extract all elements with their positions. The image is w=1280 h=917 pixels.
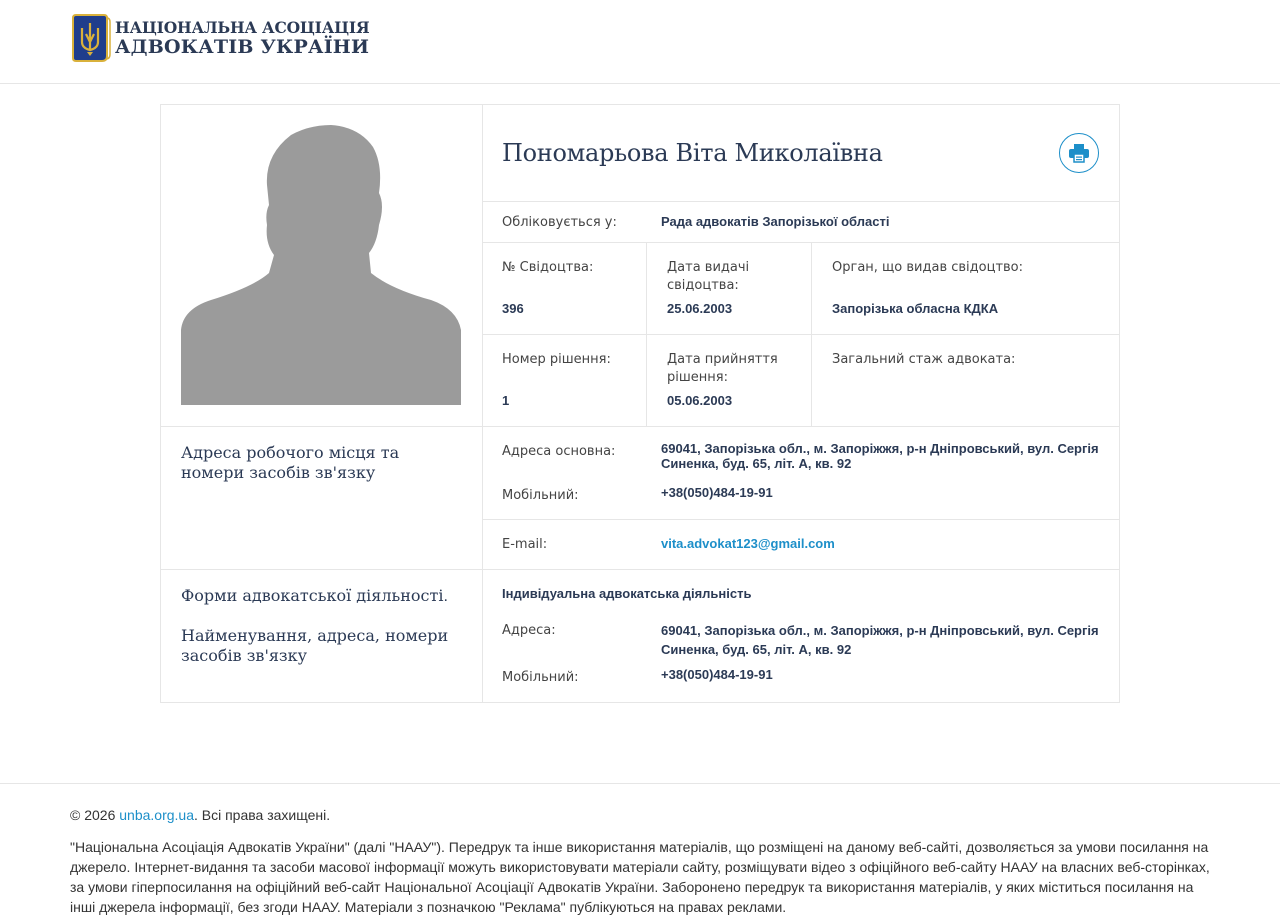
practice-form-name: Індивідуальна адвокатська діяльність	[502, 586, 752, 601]
email-link[interactable]: vita.advokat123@gmail.com	[661, 536, 835, 551]
divider	[161, 426, 1119, 427]
practice-forms-title-text: Форми адвокатської діяльності	[181, 586, 444, 605]
cert-date-label: Дата видачі свідоцтва:	[667, 260, 750, 293]
decision-number-value: 1	[502, 393, 510, 408]
divider	[646, 242, 647, 426]
mobile-label: Мобільний:	[502, 488, 579, 503]
printer-icon	[1069, 144, 1089, 162]
avatar-placeholder	[181, 125, 461, 405]
decision-number-label: Номер рішення:	[502, 352, 611, 367]
decision-date-label: Дата прийняття рішення:	[667, 352, 778, 385]
practice-mobile-label: Мобільний:	[502, 670, 579, 685]
contacts-section-title: Адреса робочого місця та номери засобів зв'язку	[181, 443, 400, 482]
practice-address-label: Адреса:	[502, 623, 556, 638]
site-header	[0, 0, 1280, 84]
disclaimer-text: "Національна Асоціація Адвокатів України" (далі "НААУ"). Передрук та інше використання матеріалів, що розміщені на даному веб-сайті, дозволяється за умови посилання на джерело. Інтернет-видання та засоби масової інформації можуть використовувати матеріали сайту, розміщувати відео з офіційного веб-сайту НААУ на власних веб-сторінках, за умови гіперпосилання на офіційний веб-сайт Національної Асоціації Адвокатів України. Заборонено передрук та використання матеріалів, у яких міститься посилання на інші джерела інформації, без згоди НААУ. Матеріали з позначкою "Реклама" публікуються на правах реклами.	[70, 839, 1210, 915]
issuer-value: Запорізька обласна КДКА	[832, 301, 999, 316]
logo-title-line2: АДВОКАТІВ УКРАЇНИ	[115, 35, 370, 58]
registered-label: Обліковується у:	[502, 215, 617, 230]
site-logo[interactable]	[70, 14, 369, 63]
cert-number-value: 396	[502, 301, 524, 316]
decision-date-value: 05.06.2003	[667, 393, 733, 408]
lawyer-name: Пономарьова Віта Миколаївна	[502, 139, 883, 167]
cert-date-value: 25.06.2003	[667, 301, 733, 316]
divider	[161, 569, 1119, 570]
practice-address-value: 69041, Запорізька обл., м. Запоріжжя, р-н Дніпровський, вул. Сергія Синенка, буд. 65, літ. А, кв. 92	[661, 623, 1099, 657]
email-label: E-mail:	[502, 537, 548, 552]
registered-value: Рада адвокатів Запорізької області	[661, 214, 890, 229]
copyright	[70, 807, 330, 823]
experience-label: Загальний стаж адвоката:	[832, 352, 1016, 367]
mobile-value: +38(050)484-19-91	[661, 485, 773, 500]
divider	[482, 242, 1119, 243]
practice-mobile-value: +38(050)484-19-91	[661, 667, 773, 682]
column-divider	[482, 105, 483, 702]
divider	[811, 242, 812, 426]
divider	[482, 519, 1119, 520]
copyright-prefix: © 2026	[70, 807, 120, 823]
lawyer-card	[160, 104, 1120, 703]
practice-contacts-title: Найменування, адреса, номери засобів зв'язку	[181, 626, 449, 665]
divider	[482, 201, 1119, 202]
logo-title-line1: НАЦІОНАЛЬНА АСОЦІАЦІЯ	[115, 18, 370, 38]
logo-emblem-icon	[70, 14, 110, 63]
print-button[interactable]	[1059, 133, 1099, 173]
site-link[interactable]: unba.org.ua	[119, 807, 194, 823]
copyright-suffix: . Всі права захищені.	[193, 807, 331, 823]
practice-forms-title-dot: .	[443, 588, 448, 605]
practice-forms-title	[181, 586, 466, 607]
issuer-label: Орган, що видав свідоцтво:	[832, 260, 1024, 275]
cert-number-label: № Свідоцтва:	[502, 260, 594, 275]
divider	[482, 334, 1119, 335]
address-label: Адреса основна:	[502, 444, 616, 459]
address-value: 69041, Запорізька обл., м. Запоріжжя, р-н Дніпровський, вул. Сергія Синенка, буд. 65, літ. А, кв. 92	[661, 441, 1099, 471]
site-footer	[0, 783, 1280, 915]
